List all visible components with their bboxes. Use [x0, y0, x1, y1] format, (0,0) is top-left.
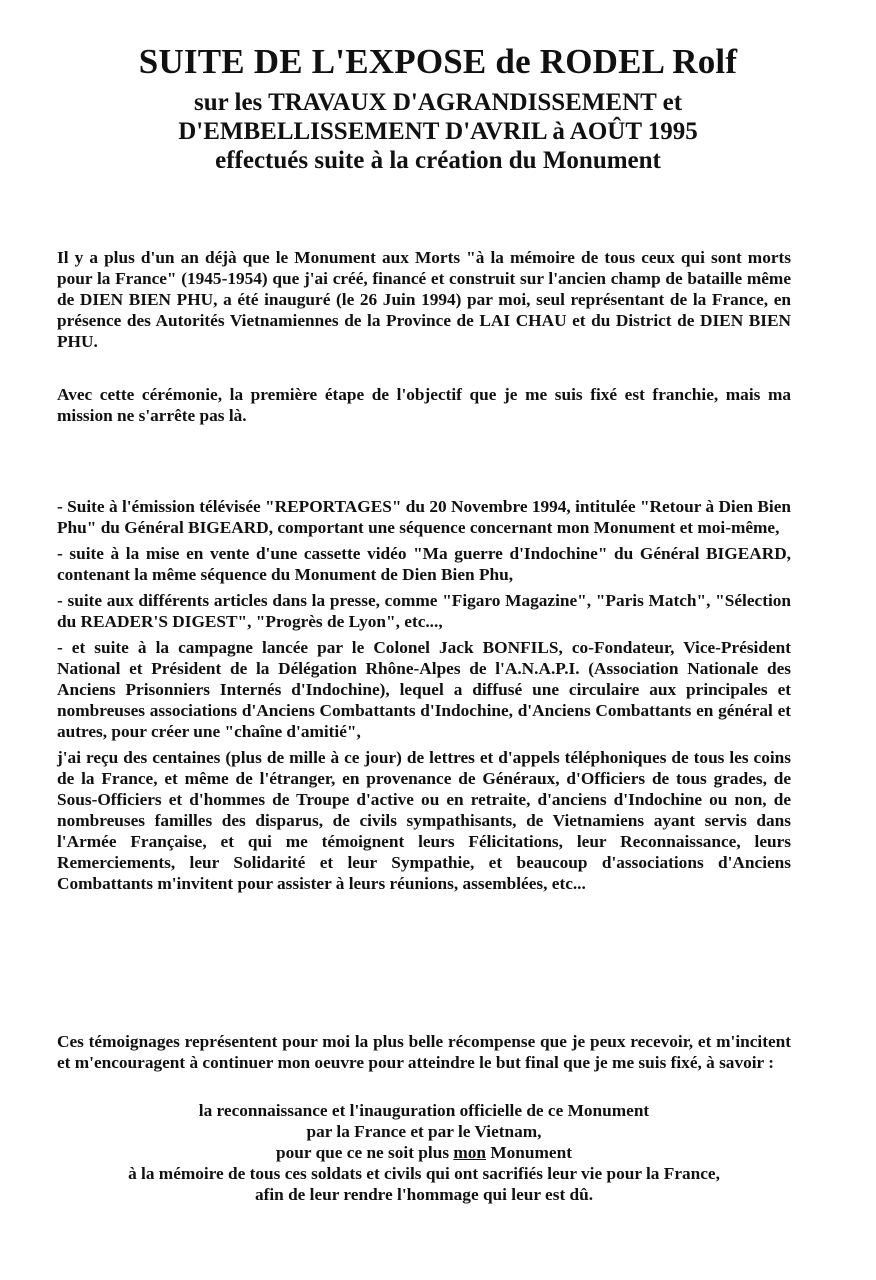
conclusion-block [57, 1100, 791, 1205]
intro-paragraph [57, 247, 791, 352]
intro-text: Il y a plus d'un an déjà que le Monument aux Morts "à la mémoire de tous ceux qui sont morts pour la France" (1945-1954) que j'ai créé, financé et construit sur l'ancien champ de bataille même de DIEN BIEN PHU, a été inauguré (le 26 Juin 1994) par moi, seul représentant de la France, en présence des Autorités Vietnamiennes de la Province de LAI CHAU et du District de DIEN BIEN PHU. [57, 248, 791, 351]
conclusion-text: pour que ce ne soit plus [276, 1143, 450, 1162]
mission-paragraph [57, 384, 791, 426]
point-item: - suite aux différents articles dans la presse, comme "Figaro Magazine", "Paris Match", "Sélection du READER'S DIGEST", "Progrès de Lyon", etc..., [57, 591, 791, 631]
testimonies-paragraph [57, 1031, 791, 1073]
conclusion-line: afin de leur rendre l'hommage qui leur est dû. [254, 1185, 594, 1204]
testimonies-text: Ces témoignages représentent pour moi la plus belle récompense que je peux recevoir, et m'incitent et m'encouragent à continuer mon oeuvre pour atteindre le but final que je me suis fixé, à savoir : [57, 1032, 791, 1072]
subtitle-line: sur les TRAVAUX D'AGRANDISSEMENT et [193, 89, 683, 116]
underlined-word: mon [453, 1143, 487, 1162]
subtitle-line: D'EMBELLISSEMENT D'AVRIL à AOÛT 1995 [178, 118, 698, 145]
points-list [57, 496, 791, 899]
conclusion-line [57, 1142, 791, 1163]
point-item: j'ai reçu des centaines (plus de mille à ce jour) de lettres et d'appels téléphoniques de tous les coins de la France, et même de l'étranger, en provenance de Généraux, d'Officiers de tous grades, de Sous-Officiers et d'hommes de Troupe d'active ou en retraite, d'anciens d'Indochine ou non, de nombreuses familles des disparus, de civils sympathisants, de Vietnamiens ayant servis dans l'Armée Française, et qui me témoignent leurs Félicitations, leur Reconnaissance, leurs Remerciements, leur Solidarité et leur Sympathie, et beaucoup d'associations d'Anciens Combattants m'invitent pour assister à leurs réunions, assemblées, etc... [57, 748, 791, 893]
subtitle-line: effectués suite à la création du Monument [215, 147, 661, 174]
conclusion-text: Monument [490, 1143, 572, 1162]
document-title: SUITE DE L'EXPOSE de RODEL Rolf [138, 42, 738, 81]
conclusion-line: la reconnaissance et l'inauguration officielle de ce Monument [198, 1101, 650, 1120]
point-item: - suite à la mise en vente d'une cassette vidéo "Ma guerre d'Indochine" du Général BIGEARD, contenant la même séquence du Monument de Dien Bien Phu, [57, 544, 791, 584]
conclusion-line: à la mémoire de tous ces soldats et civils qui ont sacrifiés leur vie pour la France, [128, 1164, 720, 1183]
point-item: - Suite à l'émission télévisée "REPORTAGES" du 20 Novembre 1994, intitulée "Retour à Dien Bien Phu" du Général BIGEARD, comportant une séquence concernant mon Monument et moi-même, [57, 497, 791, 537]
conclusion-line: par la France et par le Vietnam, [306, 1122, 542, 1141]
document-subtitle [0, 88, 876, 175]
point-item: - et suite à la campagne lancée par le Colonel Jack BONFILS, co-Fondateur, Vice-Président National et Président de la Délégation Rhône-Alpes de l'A.N.A.P.I. (Association Nationale des Anciens Prisonniers Internés d'Indochine), lequel a diffusé une circulaire aux principales et nombreuses associations d'Anciens Combattants d'Indochine, d'Anciens Combattants en général et autres, pour créer une "chaîne d'amitié", [57, 638, 791, 741]
mission-text: Avec cette cérémonie, la première étape de l'objectif que je me suis fixé est franchie, mais ma mission ne s'arrête pas là. [57, 385, 791, 425]
